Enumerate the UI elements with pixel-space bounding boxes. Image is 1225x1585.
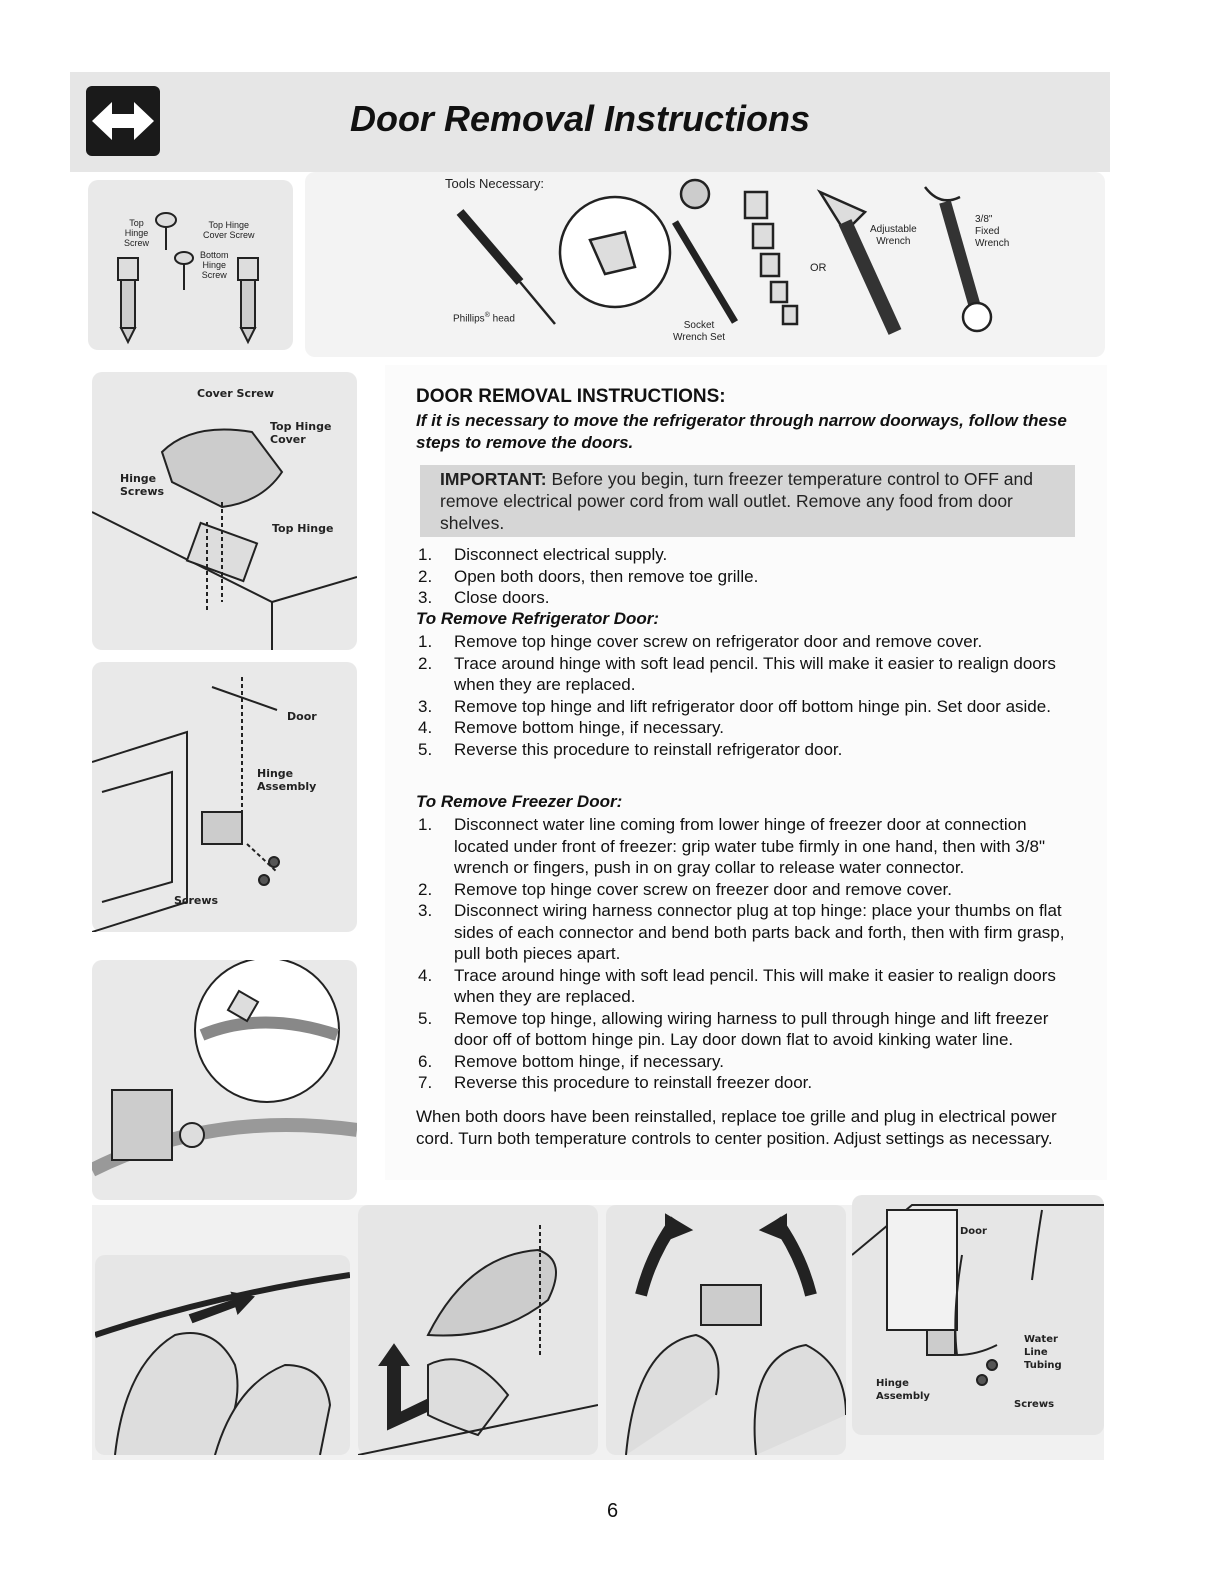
label-screw-b: Screw xyxy=(201,270,227,280)
step-text: Trace around hinge with soft lead pencil. This will make it easier to realign doors when they are replaced. xyxy=(454,653,1056,694)
step-number: 1. xyxy=(418,632,433,651)
hinge-cover-diagram xyxy=(358,1205,598,1455)
water-label: Water xyxy=(1024,1334,1058,1345)
step-item xyxy=(418,566,1078,588)
hinge-assembly-br-2: Assembly xyxy=(876,1391,930,1402)
step-text: Disconnect water line coming from lower hinge of freezer door at connection located under front of freezer: grip water tube firmly in one hand, then with 3/8" wrench or fingers, push in on gray collar to release water connector. xyxy=(454,815,1045,877)
line-label: Line xyxy=(1024,1347,1048,1358)
fixed-size-label: 3/8" xyxy=(975,214,993,225)
fixed-wrench-label: Wrench xyxy=(975,238,1010,249)
step-number: 2. xyxy=(418,879,433,899)
phillips-label: Phillips xyxy=(453,313,485,325)
page-number: 6 xyxy=(606,1500,619,1522)
door-label: Door xyxy=(287,710,317,723)
instructions-intro: If it is necessary to move the refrigerator through narrow doorways, follow these steps to remove the doors. xyxy=(416,411,1067,452)
screws-diagram-panel xyxy=(88,180,293,350)
screws-illustration xyxy=(88,180,293,350)
step-item xyxy=(418,965,1078,1008)
step-item xyxy=(418,900,1078,965)
door-label-br: Door xyxy=(960,1226,987,1237)
step-number: 2. xyxy=(418,566,433,586)
step-item xyxy=(418,814,1078,879)
step-text: Close doors. xyxy=(454,588,550,607)
step-item xyxy=(418,1051,1078,1073)
step-number: 6. xyxy=(418,1051,433,1071)
step-text: Remove bottom hinge, if necessary. xyxy=(454,1051,724,1071)
closing-paragraph: When both doors have been reinstalled, replace toe grille and plug in electrical power cord. Turn both temperature controls to center position. Adjust settings as necessary. xyxy=(416,1107,1057,1148)
phillips-head-label: head xyxy=(492,313,515,325)
water-line-diagram xyxy=(92,960,357,1200)
tools-heading: Tools Necessary: xyxy=(445,176,544,191)
adjustable-label: Adjustable xyxy=(870,224,917,235)
step-text: Open both doors, then remove toe grille. xyxy=(454,566,759,586)
step-number: 4. xyxy=(418,718,433,737)
adjustable-wrench-label: Wrench xyxy=(876,236,911,247)
door-hinge-diagram xyxy=(92,662,357,932)
step-item xyxy=(418,717,1058,739)
label-hinge-b: Hinge xyxy=(202,260,227,270)
hinge-assembly-label-2: Assembly xyxy=(257,780,317,793)
step-text: Trace around hinge with soft lead pencil. This will make it easier to realign doors when they are replaced. xyxy=(454,965,1056,1006)
fixed-label: Fixed xyxy=(975,226,1000,237)
top-hinge-label: Top Hinge xyxy=(272,522,334,535)
step-item xyxy=(418,587,1078,609)
step-text: Reverse this procedure to reinstall freezer door. xyxy=(454,1073,813,1092)
harness-connector-illustration xyxy=(606,1205,846,1455)
step-number: 1. xyxy=(418,545,433,564)
screws-label-br: Screws xyxy=(1014,1399,1055,1410)
freezer-steps-list xyxy=(418,814,1078,1094)
step-item xyxy=(418,544,1078,566)
grip-tube-diagram xyxy=(95,1255,350,1455)
step-item xyxy=(418,1008,1078,1051)
step-number: 4. xyxy=(418,965,433,985)
label-top-hinge: Top Hinge xyxy=(208,220,250,230)
step-number: 5. xyxy=(418,1008,433,1028)
important-label: IMPORTANT: xyxy=(440,469,547,489)
step-text: Remove top hinge and lift refrigerator door off bottom hinge pin. Set door aside. xyxy=(454,696,1051,716)
step-text: Reverse this procedure to reinstall refrigerator door. xyxy=(454,739,843,759)
freezer-heading: To Remove Freezer Door: xyxy=(416,792,623,811)
step-number: 7. xyxy=(418,1073,433,1092)
label-top: Top xyxy=(129,218,144,228)
general-steps-list xyxy=(418,544,1078,609)
step-number: 2. xyxy=(418,653,433,673)
label-bottom: Bottom xyxy=(200,250,229,260)
step-item xyxy=(418,653,1058,696)
important-text-block xyxy=(440,468,1065,534)
top-hinge-cover-label-2: Cover xyxy=(270,433,306,446)
label-cover-screw: Cover Screw xyxy=(203,230,255,240)
cover-screw-label: Cover Screw xyxy=(197,387,275,400)
label-screw: Screw xyxy=(124,238,150,248)
step-number: 3. xyxy=(418,696,433,716)
step-number: 1. xyxy=(418,815,433,834)
grip-tube-illustration xyxy=(95,1255,350,1455)
page-title: Door Removal Instructions xyxy=(349,98,811,139)
step-number: 3. xyxy=(418,901,433,920)
instructions-heading: DOOR REMOVAL INSTRUCTIONS: xyxy=(416,386,726,407)
step-item xyxy=(418,696,1058,718)
tools-panel xyxy=(305,172,1105,357)
hinge-screws-label-1: Hinge xyxy=(120,472,157,485)
step-item xyxy=(418,739,1058,761)
door-hinge-illustration xyxy=(92,662,357,932)
step-item xyxy=(418,879,1078,901)
label-hinge: Hinge xyxy=(124,228,149,238)
hinge-cover-illustration xyxy=(358,1205,598,1455)
fridge-steps-list xyxy=(418,631,1058,760)
screws-label: Screws xyxy=(174,894,219,907)
hinge-assembly-br-1: Hinge xyxy=(876,1378,909,1389)
step-item xyxy=(418,1072,1078,1094)
step-text: Remove bottom hinge, if necessary. xyxy=(454,718,724,737)
top-hinge-diagram xyxy=(92,372,357,650)
bottom-hinge-diagram xyxy=(852,1195,1104,1435)
top-hinge-illustration xyxy=(92,372,357,650)
hinge-assembly-label-1: Hinge xyxy=(257,767,294,780)
water-line-illustration xyxy=(92,960,357,1200)
step-text: Remove top hinge, allowing wiring harness to pull through hinge and lift freezer door off of bottom hinge pin. Lay door down flat to avoid kinking water line. xyxy=(454,1008,1049,1049)
top-hinge-cover-label-1: Top Hinge xyxy=(270,420,332,433)
step-text: Remove top hinge cover screw on refrigerator door and remove cover. xyxy=(454,632,983,651)
step-item xyxy=(418,631,1058,653)
step-text: Disconnect electrical supply. xyxy=(454,545,668,564)
step-number: 3. xyxy=(418,588,433,607)
hinge-screws-label-2: Screws xyxy=(120,485,165,498)
step-text: Disconnect wiring harness connector plug at top hinge: place your thumbs on flat sides of each connector and bend both parts back and forth, then with firm grasp, pull both pieces apart. xyxy=(454,901,1065,963)
important-text: Before you begin, turn freezer temperature control to OFF and remove electrical power cord from wall outlet. Remove any food from door shelves. xyxy=(440,469,1033,533)
or-label: OR xyxy=(810,262,827,274)
double-arrow-icon xyxy=(86,86,160,156)
tubing-label: Tubing xyxy=(1024,1360,1062,1371)
fridge-heading: To Remove Refrigerator Door: xyxy=(416,609,660,628)
socket-label: Socket xyxy=(683,320,715,331)
phillips-tm: ® xyxy=(484,312,490,319)
step-text: Remove top hinge cover screw on freezer door and remove cover. xyxy=(454,879,952,899)
wrench-set-label: Wrench Set xyxy=(673,332,726,343)
step-number: 5. xyxy=(418,739,433,759)
harness-connector-diagram xyxy=(606,1205,846,1455)
